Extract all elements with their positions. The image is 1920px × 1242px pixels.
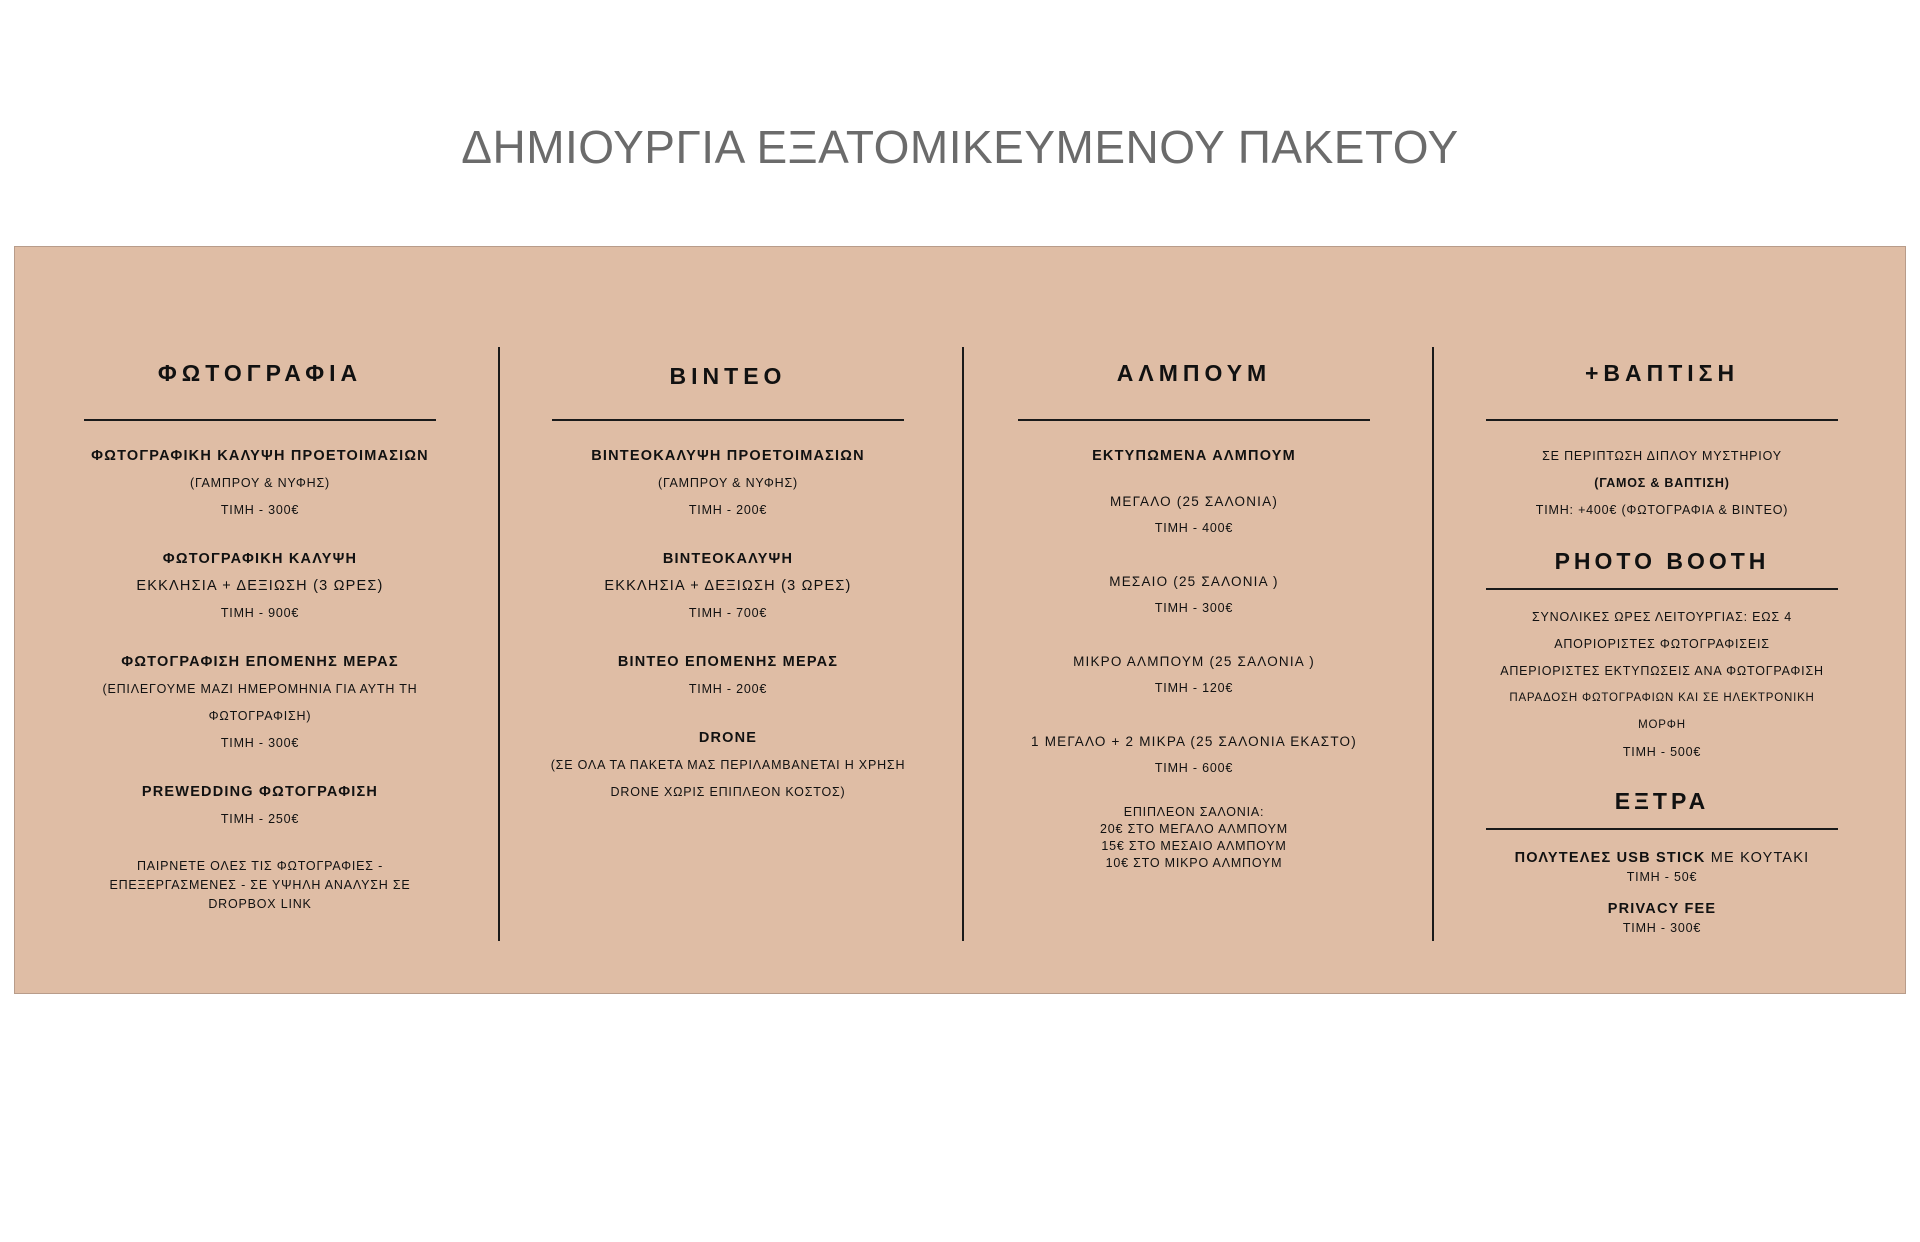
album-extra-spreads [1016, 804, 1372, 872]
album-column [1016, 340, 1372, 872]
photo-item-preparations [82, 443, 438, 524]
item-heading: PREWEDDING ΦΩΤΟΓΡΑΦΙΣΗ [141, 784, 379, 800]
divider-1 [498, 347, 500, 941]
album-item-combo [1016, 728, 1372, 782]
item-price: ΤΙΜΗ - 250€ [220, 812, 300, 826]
item-subtitle: ΦΩΤΟΓΡΑΦΙΣΗ) [208, 709, 312, 723]
video-title: ΒΙΝΤΕΟ [669, 363, 787, 389]
note-line: 10€ ΣΤΟ ΜΙΚΡΟ ΑΛΜΠΟΥΜ [1105, 856, 1283, 870]
privacy-fee-label: PRIVACY FEE [1607, 901, 1717, 917]
video-item-preparations [548, 443, 908, 524]
item-price: ΤΙΜΗ - 600€ [1154, 761, 1234, 775]
item-subtitle: DRONE ΧΩΡΙΣ ΕΠΙΠΛΕΟΝ ΚΟΣΤΟΣ) [610, 785, 846, 799]
item-heading: DRONE [698, 730, 758, 746]
extra-section [1484, 784, 1840, 938]
item-subtitle: ΕΚΚΛΗΣΙΑ + ΔΕΞΙΩΣΗ (3 ΩΡΕΣ) [604, 578, 852, 594]
album-item-large [1016, 488, 1372, 542]
item-heading: 1 ΜΕΓΑΛΟ + 2 ΜΙΚΡΑ (25 ΣΑΛΟΝΙΑ ΕΚΑΣΤΟ) [1031, 734, 1357, 749]
item-price: ΤΙΜΗ - 900€ [220, 606, 300, 620]
item-price: ΤΙΜΗ - 300€ [220, 503, 300, 517]
video-column [548, 340, 908, 806]
album-item-small [1016, 648, 1372, 702]
item-price: ΤΙΜΗ - 500€ [1622, 745, 1702, 759]
note-line: 15€ ΣΤΟ ΜΕΣΑΙΟ ΑΛΜΠΟΥΜ [1101, 839, 1287, 853]
detail-line: ΠΑΡΑΔΟΣΗ ΦΩΤΟΓΡΑΦΙΩΝ ΚΑΙ ΣΕ ΗΛΕΚΤΡΟΝΙΚΗ ΜΟΡΦΗ [1509, 692, 1815, 731]
detail-line: ΣΥΝΟΛΙΚΕΣ ΩΡΕΣ ΛΕΙΤΟΥΡΓΙΑΣ: ΕΩΣ 4 [1532, 610, 1792, 624]
detail-line: ΑΠΕΡΙΟΡΙΣΤΕΣ ΕΚΤΥΠΩΣΕΙΣ ΑΝΑ ΦΩΤΟΓΡΑΦΙΣΗ [1500, 664, 1824, 678]
video-item-coverage [548, 546, 908, 627]
divider-3 [1432, 347, 1434, 941]
extra-rule [1486, 828, 1838, 830]
item-subtitle: (ΣΕ ΟΛΑ ΤΑ ΠΑΚΕΤΑ ΜΑΣ ΠΕΡΙΛΑΜΒΑΝΕΤΑΙ Η ΧΡΗΣΗ [550, 758, 906, 772]
note-line: DROPBOX LINK [208, 897, 312, 911]
item-price: ΤΙΜΗ - 300€ [1622, 921, 1702, 935]
item-heading: ΜΕΣΑΙΟ (25 ΣΑΛΟΝΙΑ ) [1109, 574, 1279, 589]
item-price: ΤΙΜΗ - 700€ [688, 606, 768, 620]
photo-booth-section [1484, 544, 1840, 766]
note-line: ΕΠΙΠΛΕΟΝ ΣΑΛΟΝΙΑ: [1123, 805, 1265, 819]
video-item-next-day [548, 649, 908, 703]
photo-item-prewedding [82, 779, 438, 833]
detail-line: ΣΕ ΠΕΡΙΠΤΩΣΗ ΔΙΠΛΟΥ ΜΥΣΤΗΡΙΟΥ [1542, 449, 1782, 463]
detail-line: (ΓΑΜΟΣ & ΒΑΠΤΙΣΗ) [1594, 476, 1730, 490]
photography-column [82, 340, 438, 914]
item-heading: ΜΕΓΑΛΟ (25 ΣΑΛΟΝΙΑ) [1109, 494, 1279, 509]
baptism-details [1484, 443, 1840, 524]
photography-rule [84, 419, 436, 421]
note-line: 20€ ΣΤΟ ΜΕΓΑΛΟ ΑΛΜΠΟΥΜ [1100, 822, 1288, 836]
usb-stick-suffix: ΜΕ ΚΟΥΤΑΚΙ [1705, 850, 1810, 866]
item-subtitle: ΕΚΚΛΗΣΙΑ + ΔΕΞΙΩΣΗ (3 ΩΡΕΣ) [136, 578, 384, 594]
detail-line: ΤΙΜΗ: +400€ (ΦΩΤΟΓΡΑΦΙΑ & ΒΙΝΤΕΟ) [1535, 503, 1789, 517]
video-item-drone [548, 725, 908, 806]
photo-item-coverage [82, 546, 438, 627]
item-subtitle: (ΕΠΙΛΕΓΟΥΜΕ ΜΑΖΙ ΗΜΕΡΟΜΗΝΙΑ ΓΙΑ ΑΥΤΗ ΤΗ [102, 682, 418, 696]
extras-column [1484, 340, 1840, 938]
photo-booth-title: PHOTO BOOTH [1554, 548, 1770, 574]
album-item-printed [1016, 443, 1372, 470]
baptism-title: +ΒΑΠΤΙΣΗ [1584, 360, 1740, 386]
note-line: ΠΑΙΡΝΕΤΕ ΟΛΕΣ ΤΙΣ ΦΩΤΟΓΡΑΦΙΕΣ - [136, 859, 384, 873]
item-heading: ΦΩΤΟΓΡΑΦΙΚΗ ΚΑΛΥΨΗ [162, 551, 358, 567]
divider-2 [962, 347, 964, 941]
photo-booth-rule [1486, 588, 1838, 590]
baptism-rule [1486, 419, 1838, 421]
photography-title: ΦΩΤΟΓΡΑΦΙΑ [157, 360, 363, 386]
album-item-medium [1016, 568, 1372, 622]
album-rule [1018, 419, 1370, 421]
item-price: ΤΙΜΗ - 200€ [688, 503, 768, 517]
detail-line: ΑΠΟΡΙΟΡΙΣΤΕΣ ΦΩΤΟΓΡΑΦΙΣΕΙΣ [1554, 637, 1770, 651]
item-price: ΤΙΜΗ - 120€ [1154, 681, 1234, 695]
photo-item-next-day [82, 649, 438, 757]
usb-stick-label: ΠΟΛΥΤΕΛΕΣ USB STICK [1514, 850, 1706, 866]
item-price: ΤΙΜΗ - 50€ [1626, 870, 1698, 884]
item-subtitle: (ΓΑΜΠΡΟΥ & ΝΥΦΗΣ) [190, 476, 330, 490]
album-title: ΑΛΜΠΟΥΜ [1116, 360, 1272, 386]
item-heading: ΒΙΝΤΕΟ ΕΠΟΜΕΝΗΣ ΜΕΡΑΣ [617, 654, 839, 670]
item-heading: ΜΙΚΡΟ ΑΛΜΠΟΥΜ (25 ΣΑΛΟΝΙΑ ) [1073, 654, 1315, 669]
video-rule [552, 419, 904, 421]
page-title: ΔΗΜΙΟΥΡΓΙΑ ΕΞΑΤΟΜΙΚΕΥΜΕΝΟΥ ΠΑΚΕΤΟΥ [461, 121, 1459, 173]
item-heading: ΦΩΤΟΓΡΑΦΙΚΗ ΚΑΛΥΨΗ ΠΡΟΕΤΟΙΜΑΣΙΩΝ [91, 448, 429, 464]
item-heading: ΒΙΝΤΕΟΚΑΛΥΨΗ [662, 551, 794, 567]
note-line: ΕΠΕΞΕΡΓΑΣΜΕΝΕΣ - ΣΕ ΥΨΗΛΗ ΑΝΑΛΥΣΗ ΣΕ [109, 878, 411, 892]
item-price: ΤΙΜΗ - 300€ [220, 736, 300, 750]
item-price: ΤΙΜΗ - 300€ [1154, 601, 1234, 615]
item-heading: ΒΙΝΤΕΟΚΑΛΥΨΗ ΠΡΟΕΤΟΙΜΑΣΙΩΝ [591, 448, 865, 464]
photo-note [82, 857, 438, 914]
item-subtitle: (ΓΑΜΠΡΟΥ & ΝΥΦΗΣ) [658, 476, 798, 490]
item-price: ΤΙΜΗ - 200€ [688, 682, 768, 696]
item-price: ΤΙΜΗ - 400€ [1154, 521, 1234, 535]
item-heading: ΦΩΤΟΓΡΑΦΙΣΗ ΕΠΟΜΕΝΗΣ ΜΕΡΑΣ [121, 654, 399, 670]
item-heading: ΕΚΤΥΠΩΜΕΝΑ ΑΛΜΠΟΥΜ [1092, 448, 1296, 464]
usb-stick-item [1484, 848, 1840, 868]
extra-title: ΕΞΤΡΑ [1614, 788, 1710, 814]
